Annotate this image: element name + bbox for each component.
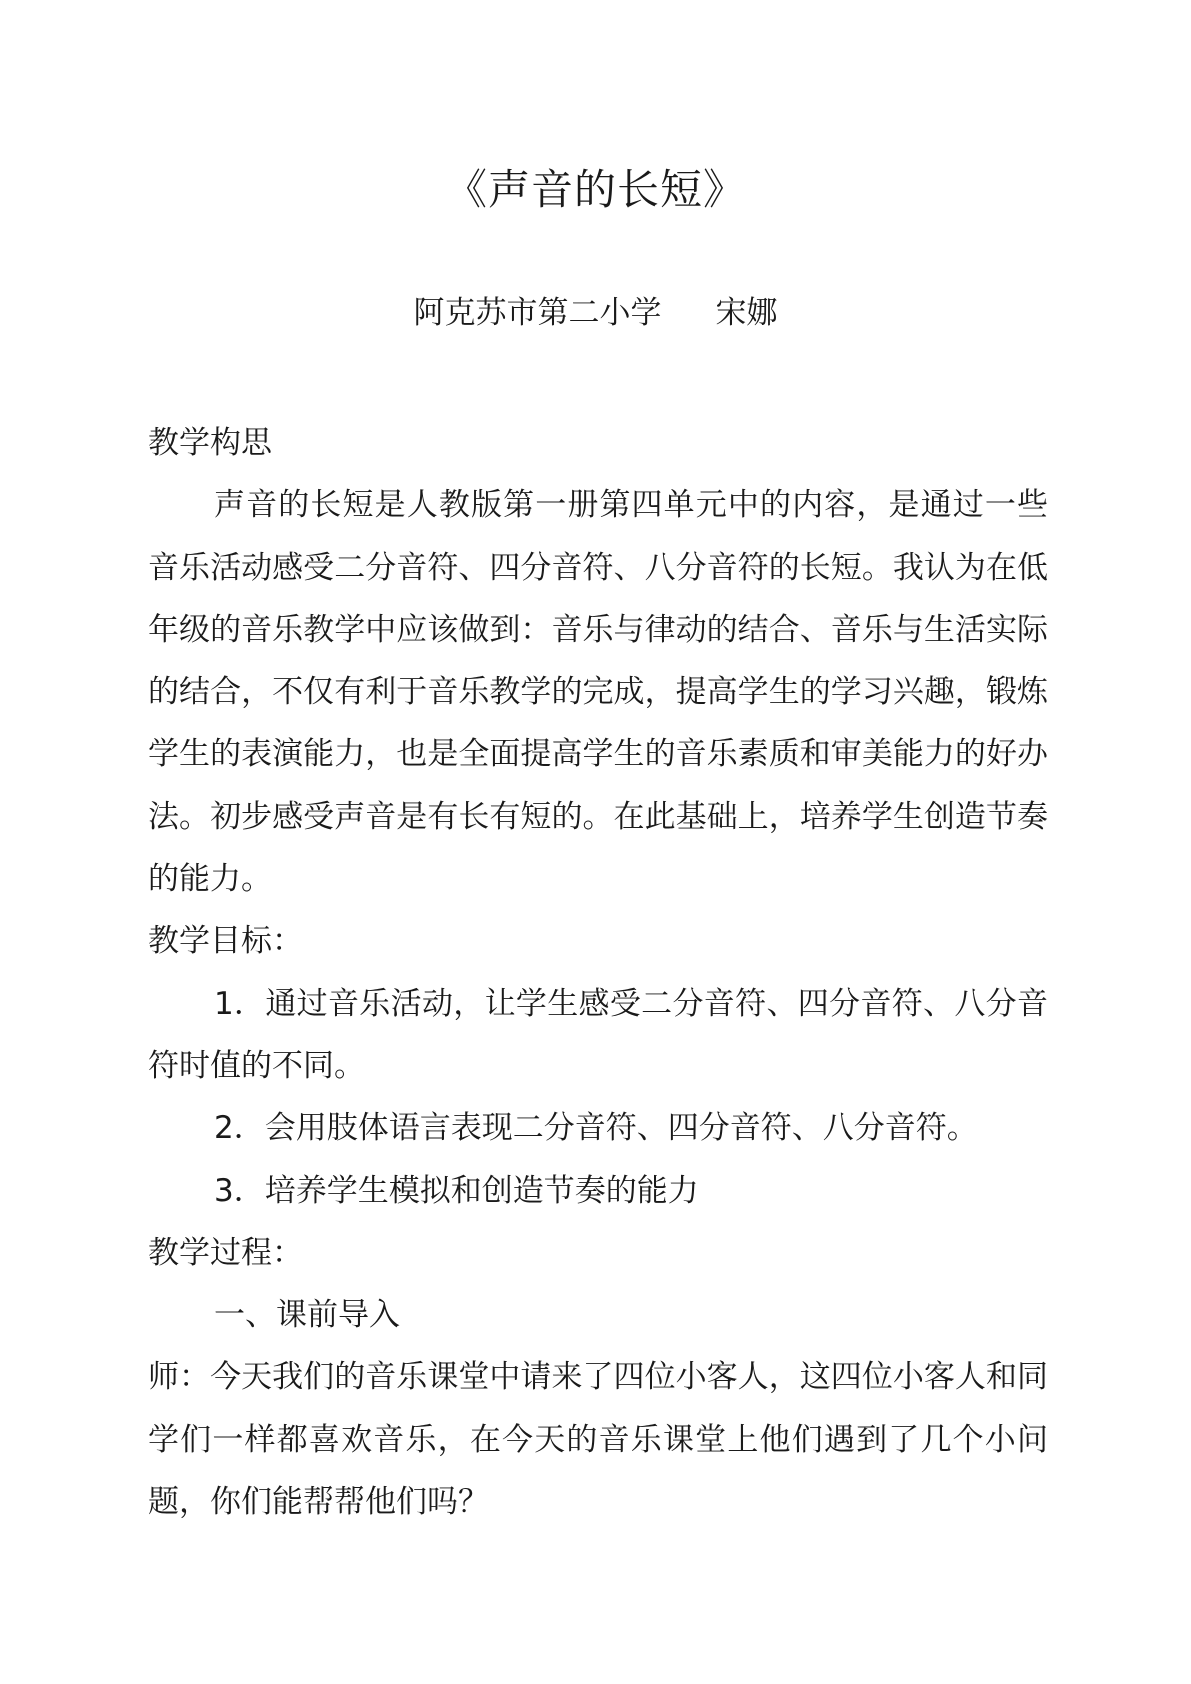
goal-item-3: 3．培养学生模拟和创造节奏的能力 — [214, 1172, 699, 1209]
process-heading: 教学过程： — [148, 1234, 303, 1271]
concept-paragraph: 声音的长短是人教版第一册第四单元中的内容，是通过一些音乐活动感受二分音符、四分音符、八分音符的长短。我认为在低年级的音乐教学中应该做到：音乐与律动的结合、音乐与生活实际的结合，不仅有利于音乐教学的完成，提高学生的学习兴趣，锻炼学生的表演能力，也是全面提高学生的音乐素质和审美能力的好办法。初步感受声音是有长有短的。在此基础上，培养学生创造节奏的能力。 — [148, 487, 1048, 898]
document-title: 《声音的长短》 — [444, 165, 746, 214]
author-name: 宋娜 — [715, 295, 778, 331]
teacher-line: 师：今天我们的音乐课堂中请来了四位小客人，这四位小客人和同学们一样都喜欢音乐，在今天的音乐课堂上他们遇到了几个小问题，你们能帮帮他们吗？ — [148, 1359, 1048, 1521]
concept-heading: 教学构思 — [148, 425, 272, 461]
byline — [0, 288, 1191, 338]
school-name: 阿克苏市第二小学 — [413, 295, 662, 331]
goal-item-1: 1．通过音乐活动，让学生感受二分音符、四分音符、八分音符时值的不同。 — [148, 985, 1048, 1084]
process-step-1: 一、课前导入 — [214, 1297, 400, 1334]
document-body — [148, 412, 1048, 1533]
goal-item-2: 2．会用肢体语言表现二分音符、四分音符、八分音符。 — [214, 1110, 978, 1147]
goals-heading: 教学目标： — [148, 923, 303, 960]
